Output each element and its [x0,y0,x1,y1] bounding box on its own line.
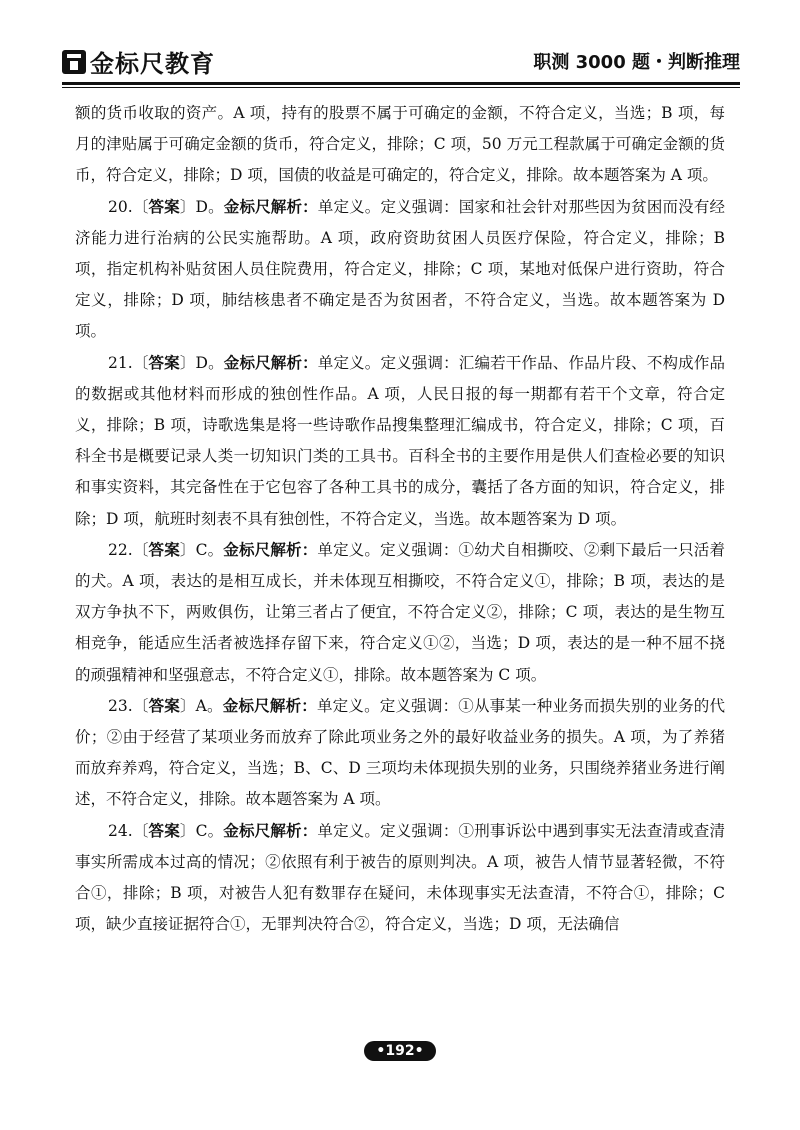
analysis-text: 单定义。定义强调：汇编若干作品、作品片段、不构成作品的数据或其他材料而形成的独创性作品。A 项，人民日报的每一期都有若干个文章，符合定义，排除；B 项，诗歌选集是将一些诗歌作品搜集整理汇编成书，符合定义，排除；C 项，百科全书是概要记录人类一切知识门类的工具书。百科全书的主要作用是供人们查检必要的知识和事实资料，其完备性在于它包容了各种工具书的成分，囊括了各方面的知识，符合定义，排除；D 项，航班时刻表不具有独创性，不符合定义，当选。故本题答案为 D 项。 [75,353,725,528]
brand-logo [62,44,215,79]
analysis-text: 单定义。定义强调：①刑事诉讼中遇到事实无法查清或查清事实所需成本过高的情况；②依照有利于被告的原则判决。A 项，被告人情节显著轻微，不符合①，排除；B 项，对被告人犯有数罪存在疑问，未体现事实无法查清，不符合①，排除；C 项，缺少直接证据符合①，无罪判决符合②，符合定义，当选；D 项，无法确信 [75,821,725,934]
analysis-label: 金标尺解析： [223,540,318,559]
answer-label: 答案 [148,696,180,715]
answer-label: 答案 [148,353,180,372]
answer-label: 答案 [148,197,180,216]
analysis-text: 单定义。定义强调：①幼犬自相撕咬、②剩下最后一只活着的犬。A 项，表达的是相互成长，并未体现互相撕咬，不符合定义①，排除；B 项，表达的是双方争执不下，两败俱伤，让第三者占了便宜，不符合定义②，排除；C 项，表达的是生物互相竞争，能适应生活者被选择存留下来，符合定义①②，当选；D 项，表达的是一种不屈不挠的顽强精神和坚强意志，不符合定义①，排除。故本题答案为 C 项。 [75,540,725,684]
analysis-label: 金标尺解析： [222,696,317,715]
answer-item-22 [75,535,725,691]
answer-label: 答案 [148,821,180,840]
item-number: 24.〔 [108,821,149,840]
answer-item-24 [75,816,725,941]
item-number: 23.〔 [108,696,149,715]
analysis-label: 金标尺解析： [223,821,318,840]
answer-choice: 〕D。 [179,197,224,216]
book-title: 职测 3000 题・判断推理 [533,52,740,73]
item-number: 21.〔 [108,353,149,372]
answer-choice: 〕C。 [179,540,224,559]
answer-choice: 〕C。 [179,821,224,840]
item-number: 22.〔 [108,540,149,559]
analysis-label: 金标尺解析： [223,197,318,216]
page-number-badge: •192• [364,1041,435,1061]
answer-item-21 [75,348,725,535]
analysis-text: 单定义。定义强调：国家和社会针对那些因为贫困而没有经济能力进行治病的公民实施帮助。A 项，政府资助贫困人员医疗保险，符合定义，排除；B 项，指定机构补贴贫困人员住院费用，符合定义，排除；C 项，某地对低保户进行资助，符合定义，排除；D 项，肺结核患者不确定是否为贫困者，不符合定义，当选。故本题答案为 D 项。 [75,197,725,341]
analysis-text: 单定义。定义强调：①从事某一种业务而损失别的业务的代价；②由于经营了某项业务而放弃了除此项业务之外的最好收益业务的损失。A 项，为了养猪而放弃养鸡，符合定义，当选；B、C、D 三项均未体现损失别的业务，只围绕养猪业务进行阐述，不符合定义，排除。故本题答案为 A 项。 [75,696,725,809]
header-rule-thin [62,87,740,88]
answer-choice: 〕D。 [179,353,224,372]
answer-item-20 [75,192,725,348]
page-header [62,38,740,80]
item-number: 20.〔 [108,197,149,216]
answer-item-23 [75,691,725,816]
page-footer [0,1040,800,1061]
brand-logo-icon [62,50,86,74]
page-number: 192 [385,1043,415,1059]
page-body [75,98,725,940]
answer-choice: 〕A。 [179,696,223,715]
header-rule-thick [62,82,740,85]
brand-name: 金标尺教育 [90,50,215,78]
intro-paragraph: 额的货币收取的资产。A 项，持有的股票不属于可确定的金额，不符合定义，当选；B 项，每月的津贴属于可确定金额的货币，符合定义，排除；C 项，50 万元工程款属于可确定金额的货币，符合定义，排除；D 项，国债的收益是可确定的，符合定义，排除。故本题答案为 A 项。 [75,104,725,185]
answer-label: 答案 [148,540,180,559]
analysis-label: 金标尺解析： [223,353,318,372]
